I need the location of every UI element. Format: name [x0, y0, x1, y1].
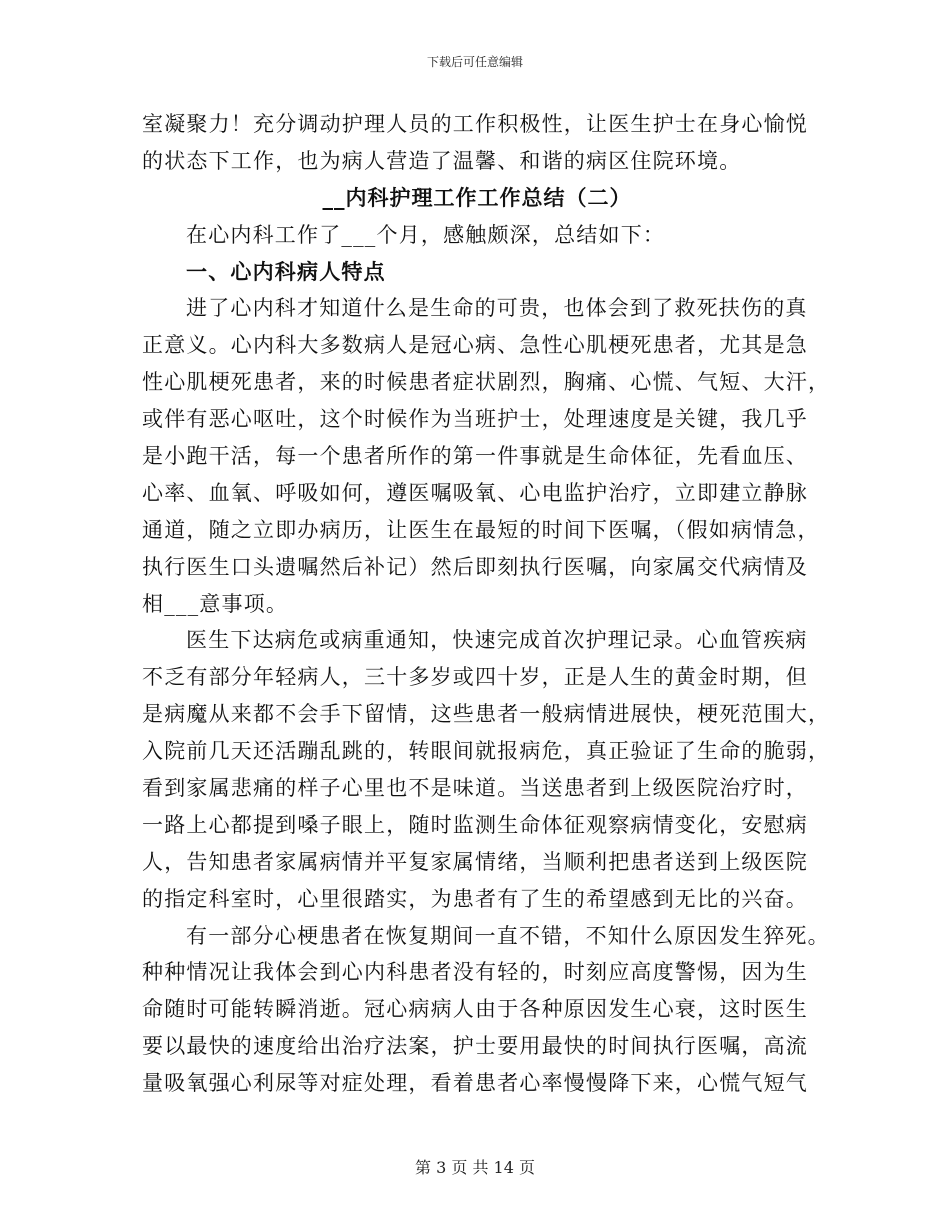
- paragraph-line: 是小跑干活，每一个患者所作的第一件事就是生命体征，先看血压、: [142, 444, 808, 469]
- paragraph-line: 入院前几天还活蹦乱跳的，转眼间就报病危，真正验证了生命的脆弱，: [142, 739, 831, 764]
- paragraph-line: 通道，随之立即办病历，让医生在最短的时间下医嘱，（假如病情急，: [142, 517, 820, 542]
- document-body: [142, 106, 831, 1102]
- paragraph-line: 要以最快的速度给出治疗法案，护士要用最快的时间执行医嘱，高流: [142, 1034, 808, 1059]
- paragraph-line: 种种情况让我体会到心内科患者没有轻的，时刻应高度警惕，因为生: [142, 960, 808, 985]
- paragraph-line: 是病魔从来都不会手下留情，这些患者一般病情进展快，梗死范围大，: [142, 702, 831, 727]
- paragraph-line: 人，告知患者家属病情并平复家属情绪，当顺利把患者送到上级医院: [142, 849, 808, 874]
- paragraph-line: 不乏有部分年轻病人，三十多岁或四十岁，正是人生的黄金时期，但: [142, 665, 808, 690]
- paragraph-line: 正意义。心内科大多数病人是冠心病、急性心肌梗死患者，尤其是急: [142, 333, 808, 358]
- paragraph-line: 的指定科室时，心里很踏实，为患者有了生的希望感到无比的兴奋。: [142, 886, 808, 911]
- paragraph-line: 性心肌梗死患者，来的时候患者症状剧烈，胸痛、心慌、气短、大汗，: [142, 370, 831, 395]
- paragraph-line: 的状态下工作，也为病人营造了温馨、和谐的病区住院环境。: [142, 148, 742, 173]
- paragraph-line: 执行医生口头遗嘱然后补记）然后即刻执行医嘱，向家属交代病情及: [142, 554, 808, 579]
- paragraph-line: 心率、血氧、呼吸如何，遵医嘱吸氧、心电监护治疗，立即建立静脉: [142, 480, 808, 505]
- paragraph-line: 看到家属悲痛的样子心里也不是味道。当送患者到上级医院治疗时，: [142, 776, 808, 801]
- paragraph-line: 进了心内科才知道什么是生命的可贵，也体会到了救死扶伤的真: [186, 296, 808, 321]
- paragraph-line: 有一部分心梗患者在恢复期间一直不错，不知什么原因发生猝死。: [186, 923, 830, 948]
- section-title: __内科护理工作工作总结（二）: [322, 184, 632, 210]
- paragraph-line: 命随时可能转瞬消逝。冠心病病人由于各种原因发生心衰，这时医生: [142, 997, 808, 1022]
- section-heading: 一、心内科病人特点: [186, 258, 386, 284]
- paragraph-line: 一路上心都提到嗓子眼上，随时监测生命体征观察病情变化，安慰病: [142, 812, 808, 837]
- page-footer: 第 3 页 共 14 页: [415, 1158, 535, 1177]
- paragraph-line: 量吸氧强心利尿等对症处理，看着患者心率慢慢降下来，心慌气短气: [142, 1071, 808, 1096]
- paragraph-line: 相___意事项。: [142, 591, 289, 616]
- paragraph-line: 或伴有恶心呕吐，这个时候作为当班护士，处理速度是关键，我几乎: [142, 407, 808, 432]
- paragraph-line: 室凝聚力！充分调动护理人员的工作积极性，让医生护士在身心愉悦: [142, 112, 808, 136]
- page-header: 下载后可任意编辑: [426, 55, 523, 69]
- paragraph-line: 医生下达病危或病重通知，快速完成首次护理记录。心血管疾病: [186, 628, 808, 653]
- paragraph-line: 在心内科工作了___个月，感触颇深，总结如下：: [186, 222, 666, 247]
